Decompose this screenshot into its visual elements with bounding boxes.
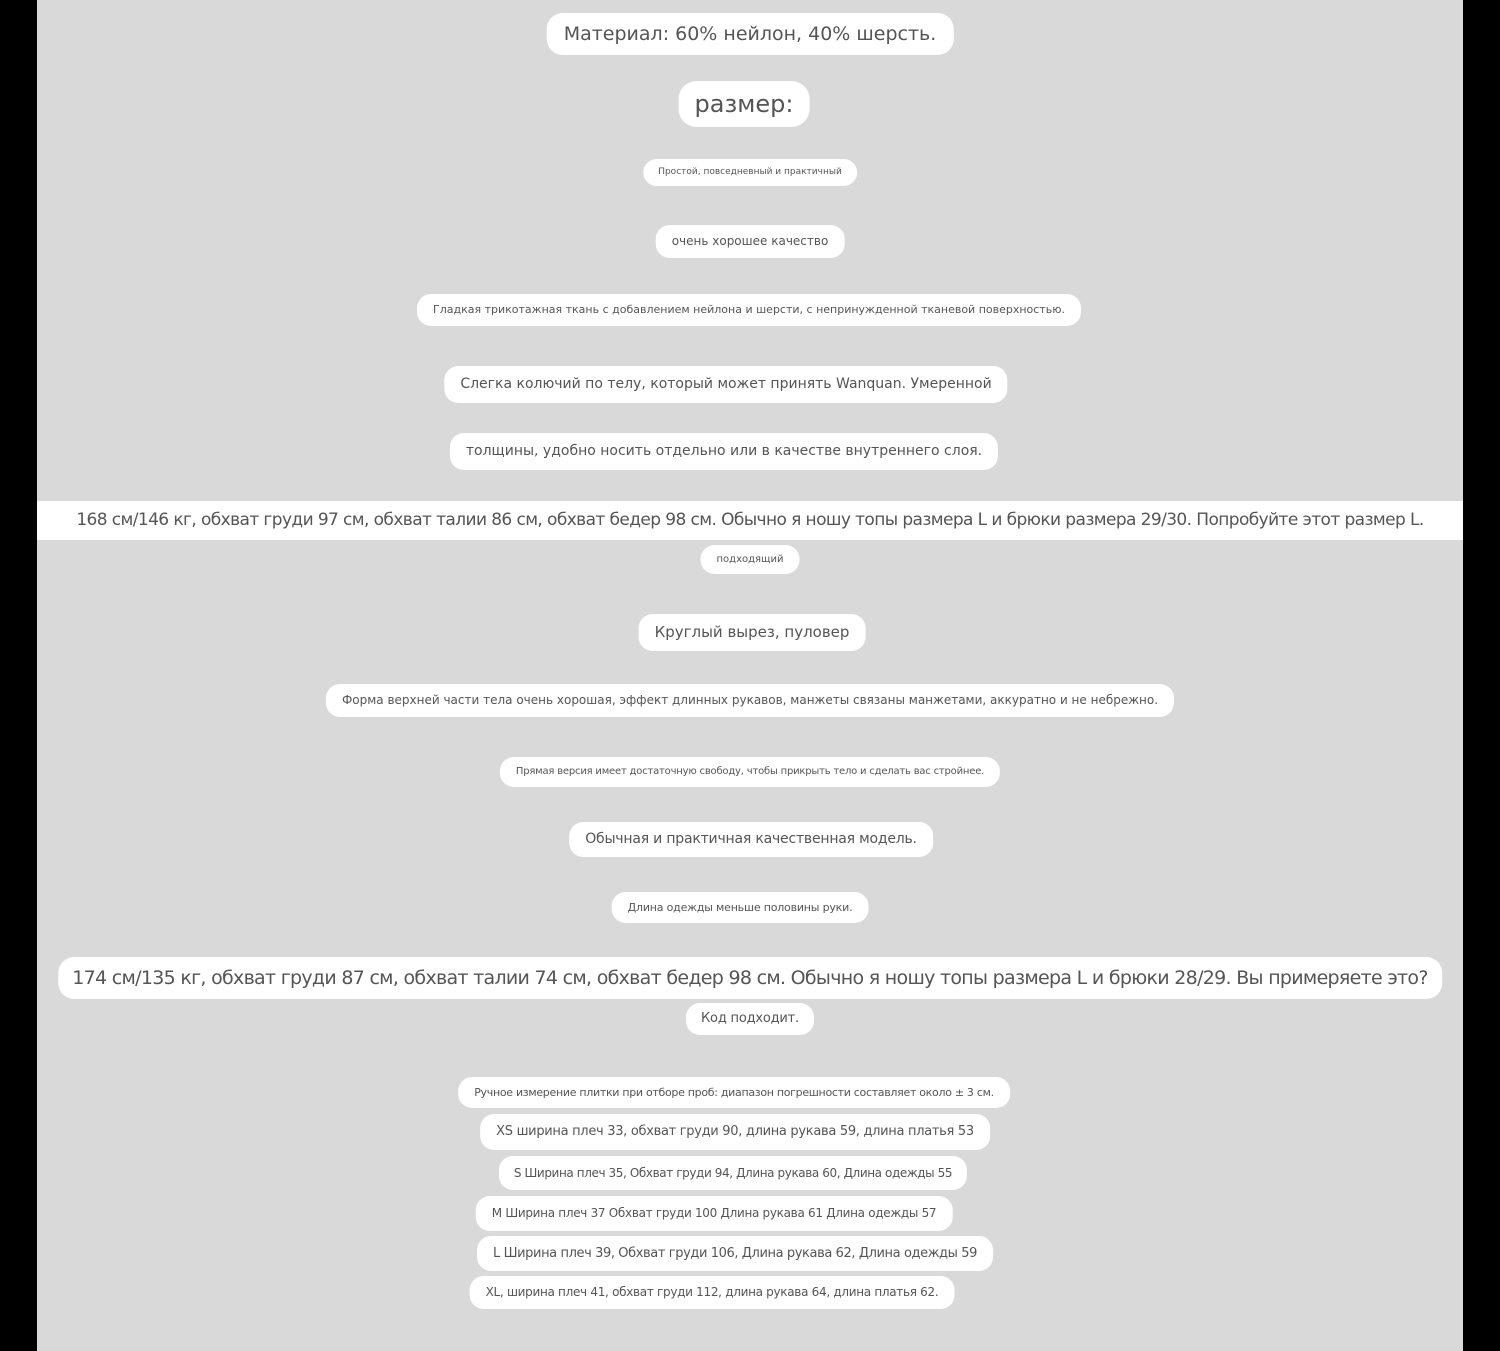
fits-2-text: Код подходит. [686, 1003, 814, 1035]
size-row-m: M Ширина плеч 37 Обхват груди 100 Длина рукава 61 Длина одежды 57 [476, 1196, 953, 1231]
model-2-text: 174 см/135 кг, обхват груди 87 см, обхват талии 74 см, обхват бедер 98 см. Обычно я ношу топы размера L и брюки 28/29. Вы примеряете это? [58, 957, 1442, 999]
size-row-l: L Ширина плеч 39, Обхват груди 106, Длина рукава 62, Длина одежды 59 [477, 1236, 993, 1271]
thickness-text: толщины, удобно носить отдельно или в качестве внутреннего слоя. [450, 433, 998, 470]
fabric-text: Гладкая трикотажная ткань с добавлением нейлона и шерсти, с непринужденной тканевой поверхностью. [417, 294, 1081, 326]
model-1-text: 168 см/146 кг, обхват груди 97 см, обхват талии 86 см, обхват бедер 98 см. Обычно я ношу топы размера L и брюки размера 29/30. Попробуйте этот размер L. [37, 501, 1463, 540]
size-row-xs: XS ширина плеч 33, обхват груди 90, длина рукава 59, длина платья 53 [480, 1114, 990, 1150]
size-row-xl: XL, ширина плеч 41, обхват груди 112, длина рукава 64, длина платья 62. [470, 1276, 955, 1309]
simple-text: Простой, повседневный и практичный [643, 159, 857, 186]
size-heading: размер: [679, 81, 810, 127]
prickly-text: Слегка колючий по телу, который может принять Wanquan. Умеренной [444, 366, 1007, 403]
content-area [37, 0, 1463, 1351]
material-text: Материал: 60% нейлон, 40% шерсть. [547, 13, 954, 55]
quality-text: очень хорошее качество [656, 225, 845, 258]
fits-1-text: подходящий [701, 545, 800, 574]
measurement-note: Ручное измерение плитки при отборе проб: диапазон погрешности составляет около ± 3 см. [458, 1077, 1010, 1108]
straight-text: Прямая версия имеет достаточную свободу, чтобы прикрыть тело и сделать вас стройнее. [500, 757, 1000, 787]
neckline-text: Круглый вырез, пуловер [639, 614, 866, 651]
shape-text: Форма верхней части тела очень хорошая, эффект длинных рукавов, манжеты связаны манжетами, аккуратно и не небрежно. [326, 684, 1174, 717]
length-text: Длина одежды меньше половины руки. [612, 892, 869, 923]
practical-text: Обычная и практичная качественная модель. [569, 822, 933, 857]
size-row-s: S Ширина плеч 35, Обхват груди 94, Длина рукава 60, Длина одежды 55 [499, 1156, 967, 1190]
